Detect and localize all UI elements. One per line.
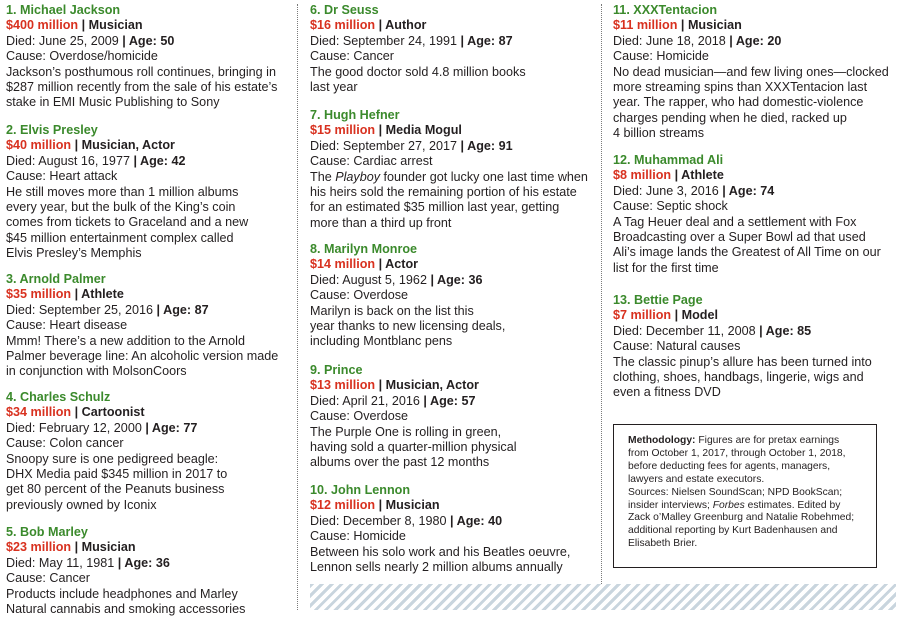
cause-label: Cause: (6, 436, 46, 451)
age-label: Age: (456, 513, 485, 528)
description-line: Mmm! There’s a new addition to the Arnold (6, 333, 245, 348)
separator: | (129, 153, 141, 168)
occupation: Athlete (81, 287, 124, 302)
methodology-line: from October 1, 2017, through October 1, 2018, (628, 447, 846, 459)
age-value: 36 (468, 272, 483, 287)
cause-label: Cause: (310, 154, 350, 169)
magazine-title: Playboy (335, 169, 381, 184)
died-label: Died: (310, 138, 340, 153)
description-line: list for the first time (613, 260, 719, 275)
cause-line (613, 49, 898, 64)
person-name: 11. XXXTentacion (613, 3, 718, 17)
person-name: 4. Charles Schulz (6, 390, 111, 404)
description-line: Elvis Presley’s Memphis (6, 246, 142, 261)
cause-line (6, 571, 286, 586)
earnings-amount: $400 million (6, 18, 79, 33)
separator: | (153, 302, 164, 317)
methodology-line: Elisabeth Brier. (628, 538, 698, 550)
person-entry (6, 390, 286, 513)
description-line: The Purple One is rolling in green, (310, 424, 502, 439)
cause-label: Cause: (6, 571, 46, 586)
earnings-line (6, 540, 286, 555)
age-value: 50 (160, 33, 175, 48)
description-line: clothing, shoes, handbags, lingerie, wigs and (613, 370, 864, 385)
occupation: Actor (385, 257, 419, 272)
separator: | (419, 393, 430, 408)
died-label: Died: (310, 272, 340, 287)
occupation: Author (385, 18, 427, 33)
methodology-heading: Methodology: (628, 435, 696, 446)
methodology-line: Figures are for pretax earnings (698, 435, 840, 446)
description-line: Between his solo work and his Beatles oeuvre, (310, 544, 571, 559)
description-line: charges pending when he died, racked up (613, 110, 847, 125)
description-line: The classic pinup’s allure has been turned into (613, 354, 872, 369)
cause-value: Homicide (353, 529, 406, 544)
earnings-line (613, 308, 898, 323)
cause-label: Cause: (613, 339, 653, 354)
died-label: Died: (310, 513, 340, 528)
died-label: Died: (6, 302, 36, 317)
separator: | (375, 378, 386, 393)
earnings-line (310, 498, 600, 513)
age-value: 57 (461, 393, 476, 408)
age-value: 40 (488, 513, 503, 528)
separator: | (375, 257, 386, 272)
person-name: 13. Bettie Page (613, 293, 703, 307)
death-line (613, 324, 898, 339)
death-date: September 24, 1991 (342, 33, 458, 48)
age-value: 74 (760, 183, 775, 198)
death-date: August 16, 1977 (38, 153, 130, 168)
description-line: for an estimated $35 million last year, getting (310, 200, 560, 215)
death-date: September 25, 2016 (38, 302, 154, 317)
cause-label: Cause: (6, 318, 46, 333)
description-line: his heirs sold the remaining portion of his estate (310, 185, 577, 200)
died-label: Died: (613, 183, 643, 198)
description-line: Snoopy sure is one pedigreed beagle: (6, 451, 219, 466)
separator: | (71, 540, 82, 555)
description-line: including Montblanc pens (310, 334, 453, 349)
cause-line (310, 288, 600, 303)
person-name: 6. Dr Seuss (310, 3, 379, 17)
died-label: Died: (6, 153, 36, 168)
person-entry (6, 525, 286, 617)
age-label: Age: (430, 393, 458, 408)
cause-value: Heart attack (49, 169, 118, 184)
cause-label: Cause: (310, 529, 350, 544)
decorative-stripe-band (310, 584, 896, 610)
earnings-amount: $11 million (613, 18, 678, 33)
age-value: 36 (155, 555, 170, 570)
died-label: Died: (310, 393, 340, 408)
description-line: Jackson’s posthumous roll continues, bringing in (6, 64, 276, 79)
age-label: Age: (728, 183, 757, 198)
cause-value: Natural causes (656, 339, 741, 354)
cause-label: Cause: (310, 409, 350, 424)
death-date: December 11, 2008 (645, 323, 756, 338)
occupation: Musician, Actor (81, 138, 175, 153)
cause-value: Homicide (656, 49, 709, 64)
age-value: 77 (183, 420, 198, 435)
earnings-amount: $40 million (6, 138, 72, 153)
cause-label: Cause: (310, 288, 350, 303)
description-line: albums over the past 12 months (310, 455, 490, 470)
separator: | (426, 272, 438, 287)
age-label: Age: (163, 302, 192, 317)
cause-value: Colon cancer (49, 436, 124, 451)
separator: | (671, 168, 682, 183)
death-date: May 11, 1981 (38, 555, 115, 570)
cause-value: Septic shock (656, 199, 728, 214)
cause-line (310, 409, 600, 424)
died-label: Died: (613, 33, 643, 48)
earnings-line (6, 287, 286, 302)
earnings-amount: $23 million (6, 540, 72, 555)
death-line (6, 421, 286, 436)
death-line (310, 394, 600, 409)
description-line: every year, but the bulk of the King’s coin (6, 200, 236, 215)
cause-label: Cause: (613, 49, 653, 64)
age-value: 87 (194, 302, 209, 317)
person-entry (310, 363, 600, 471)
description-line: $45 million entertainment complex called (6, 230, 234, 245)
cause-line (6, 318, 286, 333)
description-line: The Playboy founder got lucky one last time when (310, 169, 588, 184)
cause-line (310, 529, 600, 544)
separator: | (375, 498, 386, 513)
person-entry (613, 153, 898, 276)
death-line (310, 139, 600, 154)
description-line: The good doctor sold 4.8 million books (310, 64, 526, 79)
description-line: more streaming spins than XXXTentacion last (613, 80, 868, 95)
person-entry (310, 483, 600, 575)
death-date: April 21, 2016 (342, 393, 420, 408)
age-value: 20 (767, 33, 782, 48)
occupation: Musician (81, 540, 136, 555)
occupation: Media Mogul (385, 123, 462, 138)
person-entry (6, 123, 286, 262)
description-line: Palmer beverage line: An alcoholic version made (6, 349, 279, 364)
died-label: Died: (310, 33, 340, 48)
separator: | (114, 555, 125, 570)
description-line: $287 million recently from the sale of his estate’s (6, 80, 278, 95)
separator: | (375, 123, 386, 138)
earnings-line (310, 18, 600, 33)
person-name: 10. John Lennon (310, 483, 411, 497)
separator: | (677, 18, 688, 33)
methodology-line: additional reporting by Kurt Badenhausen and (628, 525, 838, 537)
description-line: Natural cannabis and smoking accessories (6, 602, 246, 617)
description-line: 4 billion streams (613, 126, 704, 141)
description-line: last year (310, 80, 358, 95)
person-entry (613, 3, 898, 142)
died-label: Died: (6, 555, 36, 570)
age-value: 42 (171, 153, 186, 168)
age-label: Age: (467, 33, 496, 48)
cause-value: Overdose (353, 288, 409, 303)
age-label: Age: (128, 33, 157, 48)
earnings-amount: $34 million (6, 405, 72, 420)
occupation: Cartoonist (81, 405, 145, 420)
description-line: in conjunction with MolsonCoors (6, 364, 187, 379)
age-value: 85 (797, 323, 812, 338)
earnings-amount: $12 million (310, 498, 376, 513)
description-line: He still moves more than 1 million albums (6, 184, 239, 199)
description-line: having sold a quarter-million physical (310, 440, 517, 455)
separator: | (118, 33, 129, 48)
description-line: Products include headphones and Marley (6, 586, 238, 601)
person-name: 1. Michael Jackson (6, 3, 121, 17)
death-date: September 27, 2017 (342, 138, 458, 153)
description-line: Marilyn is back on the list this (310, 303, 474, 318)
cause-value: Cancer (49, 571, 91, 586)
cause-label: Cause: (310, 49, 350, 64)
description-line: even a fitness DVD (613, 385, 721, 400)
earnings-line (6, 405, 286, 420)
cause-label: Cause: (613, 199, 653, 214)
earnings-line (613, 168, 898, 183)
methodology-box (613, 424, 877, 568)
cause-label: Cause: (6, 169, 46, 184)
person-name: 5. Bob Marley (6, 525, 88, 539)
separator: | (457, 138, 468, 153)
death-line (6, 556, 286, 571)
death-date: June 18, 2018 (645, 33, 726, 48)
cause-value: Cancer (353, 49, 395, 64)
separator: | (78, 18, 89, 33)
cause-value: Overdose (353, 409, 409, 424)
cause-line (6, 436, 286, 451)
separator: | (141, 420, 152, 435)
cause-line (6, 169, 286, 184)
cause-value: Overdose/homicide (49, 49, 158, 64)
earnings-amount: $16 million (310, 18, 376, 33)
separator: | (755, 323, 766, 338)
description-line: A Tag Heuer deal and a settlement with Fox (613, 214, 857, 229)
methodology-line: before deducting fees for agents, managers, (628, 460, 831, 472)
earnings-amount: $7 million (613, 308, 672, 323)
description-line: more than a third up front (310, 215, 452, 230)
methodology-forbes: Forbes (712, 499, 745, 511)
description-line: DHX Media paid $345 million in 2017 to (6, 467, 228, 482)
age-label: Age: (735, 33, 764, 48)
cause-label: Cause: (6, 49, 46, 64)
separator: | (375, 18, 386, 33)
occupation: Musician (88, 18, 143, 33)
methodology-line: Sources: Nielsen SoundScan; NPD BookScan; (628, 486, 843, 498)
cause-line (613, 339, 898, 354)
age-label: Age: (151, 420, 180, 435)
separator: | (671, 308, 682, 323)
occupation: Musician (687, 18, 742, 33)
earnings-amount: $35 million (6, 287, 72, 302)
earnings-line (310, 378, 600, 393)
description-line: previously owned by Iconix (6, 497, 157, 512)
death-line (310, 34, 600, 49)
age-label: Age: (467, 138, 496, 153)
death-line (6, 303, 286, 318)
methodology-line: estimates. Edited by (744, 499, 841, 511)
cause-line (6, 49, 286, 64)
cause-line (310, 154, 600, 169)
death-line (310, 273, 600, 288)
earnings-amount: $15 million (310, 123, 376, 138)
description-line: get 80 percent of the Peanuts business (6, 482, 225, 497)
earnings-line (310, 257, 600, 272)
methodology-line: Zack o’Malley Greenburg and Natalie Robehmed; (628, 512, 855, 524)
person-name: 9. Prince (310, 363, 363, 377)
cause-line (613, 199, 898, 214)
death-date: December 8, 1980 (342, 513, 447, 528)
person-name: 2. Elvis Presley (6, 123, 98, 137)
cause-value: Heart disease (49, 318, 128, 333)
death-line (6, 34, 286, 49)
description-line: Broadcasting over a Super Bowl ad that used (613, 230, 866, 245)
death-line (310, 514, 600, 529)
occupation: Model (681, 308, 719, 323)
separator: | (718, 183, 729, 198)
death-date: June 3, 2016 (645, 183, 719, 198)
earnings-line (6, 138, 286, 153)
earnings-amount: $14 million (310, 257, 376, 272)
earnings-amount: $8 million (613, 168, 672, 183)
person-entry (6, 272, 286, 380)
earnings-line (310, 123, 600, 138)
separator: | (71, 138, 82, 153)
death-line (613, 184, 898, 199)
age-label: Age: (124, 555, 153, 570)
separator: | (446, 513, 457, 528)
died-label: Died: (613, 323, 643, 338)
death-date: June 25, 2009 (38, 33, 119, 48)
separator: | (457, 33, 468, 48)
person-name: 12. Muhammad Ali (613, 153, 724, 167)
methodology-line: insider interviews; (628, 499, 713, 511)
occupation: Musician (385, 498, 440, 513)
occupation: Athlete (681, 168, 724, 183)
description-line: Ali’s image lands the Greatest of All Time on our (613, 245, 881, 260)
death-date: August 5, 1962 (342, 272, 427, 287)
age-value: 91 (498, 138, 513, 153)
person-name: 7. Hugh Hefner (310, 108, 400, 122)
death-date: February 12, 2000 (38, 420, 142, 435)
description-line: Lennon sells nearly 2 million albums annually (310, 560, 563, 575)
column-divider-1 (297, 4, 298, 610)
age-label: Age: (140, 153, 169, 168)
separator: | (71, 405, 82, 420)
person-entry (310, 3, 600, 95)
person-entry (6, 3, 286, 111)
death-line (613, 34, 898, 49)
earnings-line (6, 18, 286, 33)
cause-line (310, 49, 600, 64)
cause-value: Cardiac arrest (353, 154, 433, 169)
earnings-line (613, 18, 898, 33)
description-line: year. The rapper, who had domestic-violence (613, 95, 864, 110)
description-line: comes from tickets to Graceland and a new (6, 215, 249, 230)
person-entry (310, 108, 600, 231)
occupation: Musician, Actor (385, 378, 479, 393)
person-name: 3. Arnold Palmer (6, 272, 106, 286)
person-entry (310, 242, 600, 350)
description-line: stake in EMI Music Publishing to Sony (6, 95, 220, 110)
person-entry (613, 293, 898, 401)
death-line (6, 154, 286, 169)
column-divider-2 (601, 4, 602, 610)
methodology-line: lawyers and estate executors. (628, 473, 765, 485)
died-label: Died: (6, 420, 36, 435)
separator: | (71, 287, 82, 302)
age-value: 87 (498, 33, 513, 48)
age-label: Age: (437, 272, 466, 287)
age-label: Age: (765, 323, 794, 338)
separator: | (725, 33, 736, 48)
died-label: Died: (6, 33, 36, 48)
description-line: No dead musician—and few living ones—clocked (613, 64, 889, 79)
earnings-amount: $13 million (310, 378, 376, 393)
description-line: year thanks to new licensing deals, (310, 319, 506, 334)
person-name: 8. Marilyn Monroe (310, 242, 418, 256)
